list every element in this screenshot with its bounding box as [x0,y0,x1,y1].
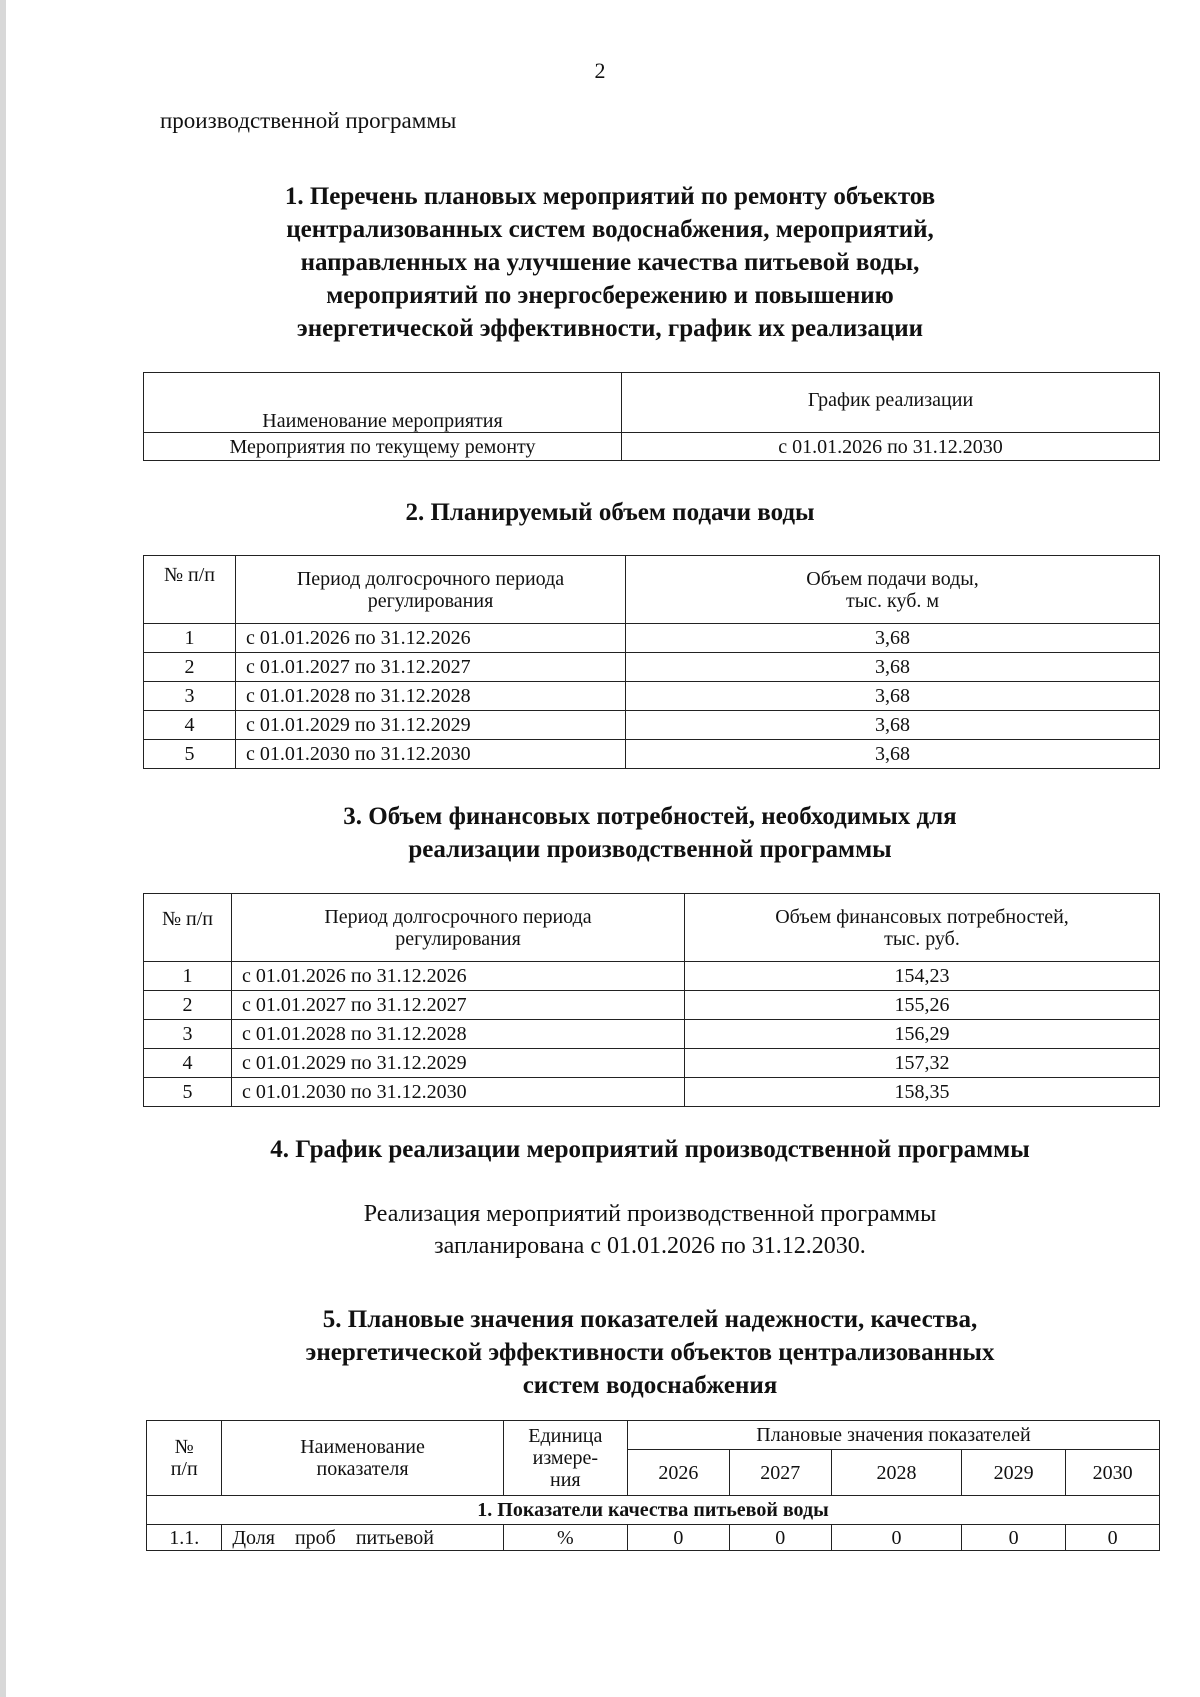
section1-title-line: направленных на улучшение качества питьевой воды, [300,249,920,276]
section4-title: 4. График реализации мероприятий производственной программы [270,1136,1030,1163]
col-header-value-line: тыс. руб. [884,927,960,950]
cell-num: 5 [144,1078,232,1107]
cell-value: 3,68 [626,711,1160,740]
col-header-value-line: Объем подачи воды, [806,567,979,590]
col-header-indicator [222,1421,503,1496]
cell-unit: % [503,1525,627,1551]
section5-title-line: 5. Плановые значения показателей надежности, качества, [322,1306,978,1333]
col-header-name: Наименование мероприятия [144,373,622,433]
section1-title-line: 1. Перечень плановых мероприятий по ремонту объектов [284,183,936,210]
section4-text [150,1198,1150,1262]
cell-num: 1.1. [147,1525,222,1551]
cell-value: 154,23 [685,962,1160,991]
table-row [144,653,1160,682]
cell-period: с 01.01.2026 по 31.12.2026 [236,624,626,653]
cell-measure-schedule: с 01.01.2026 по 31.12.2030 [622,433,1160,461]
table-row [144,1020,1160,1049]
cell-num: 4 [144,1049,232,1078]
cell-value: 0 [627,1525,729,1551]
cell-period: с 01.01.2030 по 31.12.2030 [236,740,626,769]
table-row [144,624,1160,653]
col-header-value-line: тыс. куб. м [845,589,940,612]
year-header: 2026 [627,1450,729,1496]
scan-edge [0,0,6,1697]
col-header-num-line: № [174,1436,194,1458]
section1-title-line: энергетической эффективности, график их реализации [296,315,924,342]
col-header-unit-line: измере- [532,1447,598,1469]
section2-table [143,555,1160,769]
year-header: 2030 [1066,1450,1160,1496]
cell-period: с 01.01.2029 по 31.12.2029 [236,711,626,740]
col-header-period-line: Период долгосрочного периода [296,567,565,590]
cell-value: 156,29 [685,1020,1160,1049]
col-header-plan: Плановые значения показателей [627,1421,1159,1450]
col-header-schedule: График реализации [622,373,1160,433]
table-row [144,962,1160,991]
cell-value: 158,35 [685,1078,1160,1107]
col-header-indicator-line: показателя [316,1458,409,1480]
section5-title [150,1303,1150,1402]
table-row [144,711,1160,740]
cell-value: 3,68 [626,740,1160,769]
cell-num: 3 [144,682,236,711]
cell-num: 4 [144,711,236,740]
cell-period: с 01.01.2028 по 31.12.2028 [236,682,626,711]
section5-table [146,1420,1160,1551]
cell-value: 0 [962,1525,1066,1551]
cell-period: с 01.01.2027 по 31.12.2027 [232,991,685,1020]
section4-text-line: Реализация мероприятий производственной программы [363,1201,937,1227]
cell-value: 0 [831,1525,961,1551]
col-header-num: № п/п [144,894,232,962]
cell-measure-name: Мероприятия по текущему ремонту [144,433,622,461]
cell-period: с 01.01.2026 по 31.12.2026 [232,962,685,991]
cell-value: 3,68 [626,682,1160,711]
cell-period: с 01.01.2027 по 31.12.2027 [236,653,626,682]
cell-num: 5 [144,740,236,769]
section3-table [143,893,1160,1107]
col-header-num-line: п/п [170,1458,198,1480]
col-header-period-line: регулирования [367,589,494,612]
section3-title-line: реализации производственной программы [408,836,892,863]
section2-title: 2. Планируемый объем подачи воды [405,499,815,526]
section3-title-line: 3. Объем финансовых потребностей, необходимых для [343,803,957,830]
page-number: 2 [594,58,606,83]
table-row [144,1049,1160,1078]
cell-value: 3,68 [626,653,1160,682]
section4-text-line: запланирована с 01.01.2026 по 31.12.2030. [434,1233,866,1259]
cell-num: 2 [144,653,236,682]
col-header-value [685,894,1160,962]
col-header-num: № п/п [144,556,236,624]
col-header-period-line: Период долгосрочного периода [324,905,592,928]
group-row-title: 1. Показатели качества питьевой воды [147,1496,1160,1525]
col-header-period [232,894,685,962]
col-header-period [236,556,626,624]
section5-title-line: систем водоснабжения [522,1372,778,1399]
year-header: 2029 [962,1450,1066,1496]
cell-period: с 01.01.2029 по 31.12.2029 [232,1049,685,1078]
section1-title-line: централизованных систем водоснабжения, мероприятий, [286,216,934,243]
section1-title [150,180,1070,345]
cell-num: 1 [144,624,236,653]
cell-value: 155,26 [685,991,1160,1020]
col-header-unit [503,1421,627,1496]
cell-period: с 01.01.2030 по 31.12.2030 [232,1078,685,1107]
table-row [144,1078,1160,1107]
section3-title [150,800,1150,866]
cell-value: 0 [1066,1525,1160,1551]
col-header-num [147,1421,222,1496]
cell-indicator: Доля проб питьевой [222,1525,503,1551]
cell-value: 3,68 [626,624,1160,653]
year-header: 2027 [729,1450,831,1496]
table-row [147,1525,1160,1551]
cell-num: 2 [144,991,232,1020]
continuation-text: производственной программы [160,108,457,133]
col-header-unit-line: Единица [528,1425,603,1447]
table-row [144,682,1160,711]
col-header-value [626,556,1160,624]
col-header-period-line: регулирования [395,927,521,950]
table-row [144,740,1160,769]
cell-num: 3 [144,1020,232,1049]
col-header-unit-line: ния [550,1469,581,1491]
section1-title-line: мероприятий по энергосбережению и повышению [326,282,894,309]
col-header-value-line: Объем финансовых потребностей, [775,905,1069,928]
year-header: 2028 [831,1450,961,1496]
cell-period: с 01.01.2028 по 31.12.2028 [232,1020,685,1049]
cell-value: 0 [729,1525,831,1551]
cell-num: 1 [144,962,232,991]
col-header-indicator-line: Наименование [300,1436,425,1458]
section1-table [143,372,1160,461]
table-row [144,991,1160,1020]
cell-value: 157,32 [685,1049,1160,1078]
section5-title-line: энергетической эффективности объектов централизованных [305,1339,995,1366]
